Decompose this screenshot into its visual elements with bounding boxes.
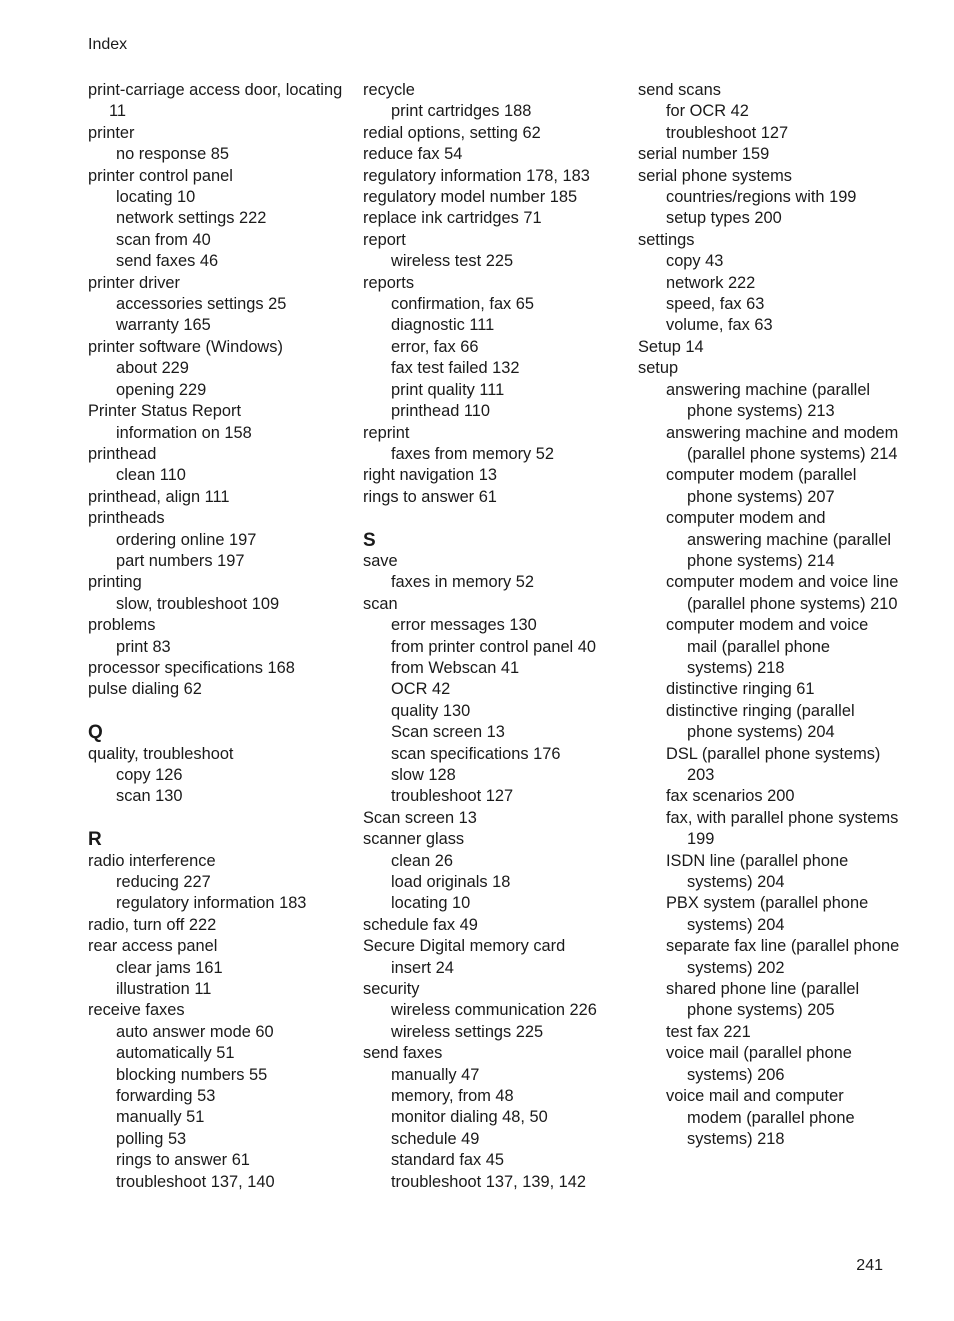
index-entry: reprint	[363, 423, 410, 442]
index-entry: scan	[363, 594, 398, 613]
index-entry: recycle	[363, 81, 415, 99]
index-subentry: distinctive ringing (parallel phone systems) 204	[666, 701, 855, 742]
index-subentry: test fax 221	[666, 1022, 751, 1041]
index-entry: Secure Digital memory card	[363, 937, 566, 956]
index-column-1	[88, 80, 350, 1193]
index-subentry: network settings 222	[116, 209, 267, 228]
index-entry: receive faxes	[88, 1001, 185, 1020]
index-subentry: scan 130	[116, 787, 183, 806]
index-subentry: automatically 51	[116, 1044, 235, 1063]
index-entry: save	[363, 551, 398, 570]
index-entry: processor specifications 168	[88, 658, 295, 677]
index-subentry: wireless communication 226	[391, 1001, 597, 1020]
index-subentry: faxes in memory 52	[391, 573, 535, 592]
index-subentry: printhead 110	[391, 402, 491, 421]
index-subentry: computer modem (parallel phone systems) 207	[666, 466, 857, 506]
index-subentry: send faxes 46	[116, 252, 219, 271]
index-subentry: memory, from 48	[391, 1087, 514, 1106]
index-subentry: print 83	[116, 637, 171, 656]
index-subentry: manually 47	[391, 1065, 480, 1084]
index-subentry: quality 130	[391, 701, 471, 720]
index-subentry: ISDN line (parallel phone systems) 204	[666, 851, 849, 892]
index-subentry: separate fax line (parallel phone systems) 202	[666, 937, 900, 977]
index-entry: problems	[88, 616, 156, 635]
index-subentry: print quality 111	[391, 380, 505, 399]
index-entry: Printer Status Report	[88, 402, 242, 421]
index-subentry: forwarding 53	[116, 1087, 216, 1106]
index-entry: right navigation 13	[363, 466, 497, 485]
index-subentry: standard fax 45	[391, 1151, 504, 1170]
index-subentry: locating 10	[391, 894, 471, 913]
index-subentry: diagnostic 111	[391, 316, 495, 335]
page-header: Index	[88, 36, 128, 53]
index-entry: serial phone systems	[638, 166, 792, 185]
index-entry: radio interference	[88, 851, 216, 870]
index-subentry: part numbers 197	[116, 551, 245, 570]
index-entry: Setup 14	[638, 337, 704, 356]
index-subentry: speed, fax 63	[666, 295, 765, 314]
index-entry: serial number 159	[638, 145, 770, 164]
index-entry: reports	[363, 273, 415, 292]
index-subentry: slow, troubleshoot 109	[116, 594, 280, 613]
index-entry: scanner glass	[363, 830, 465, 849]
index-subentry: setup types 200	[666, 209, 782, 228]
index-entry: send faxes	[363, 1044, 443, 1063]
index-subentry: reducing 227	[116, 873, 211, 891]
index-subentry: troubleshoot 137, 139, 142	[391, 1172, 587, 1191]
index-subentry: slow 128	[391, 765, 456, 784]
index-subentry: shared phone line (parallel phone systems) 205	[666, 980, 860, 1020]
section-letter: R	[88, 829, 102, 851]
section-letter: S	[363, 529, 376, 551]
index-entry: regulatory information 178, 183	[363, 166, 590, 185]
index-subentry: distinctive ringing 61	[666, 680, 815, 699]
index-entry: pulse dialing 62	[88, 680, 202, 699]
index-subentry: troubleshoot 127	[391, 787, 514, 806]
index-subentry: warranty 165	[116, 316, 211, 335]
index-subentry: fax test failed 132	[391, 359, 520, 378]
index-column-2	[363, 80, 625, 1193]
index-subentry: fax, with parallel phone systems 199	[666, 808, 899, 849]
index-subentry: ordering online 197	[116, 530, 257, 549]
index-entry: send scans	[638, 81, 721, 99]
index-subentry: network 222	[666, 273, 756, 292]
index-subentry: clean 110	[116, 466, 186, 485]
index-entry: rear access panel	[88, 937, 218, 956]
index-subentry: computer modem and voice line (parallel phone systems) 210	[666, 573, 899, 613]
index-entry: Scan screen 13	[363, 808, 477, 827]
index-subentry: insert 24	[391, 958, 454, 977]
index-subentry: copy 43	[666, 252, 724, 271]
index-subentry: opening 229	[116, 380, 207, 399]
index-subentry: voice mail and computer modem (parallel phone systems) 218	[666, 1087, 855, 1148]
index-subentry: voice mail (parallel phone systems) 206	[666, 1044, 852, 1084]
index-subentry: error messages 130	[391, 616, 537, 635]
index-subentry: clear jams 161	[116, 958, 223, 977]
index-subentry: fax scenarios 200	[666, 787, 795, 806]
index-subentry: about 229	[116, 359, 189, 378]
section-letter: Q	[88, 722, 103, 744]
index-subentry: clean 26	[391, 851, 453, 870]
index-subentry: locating 10	[116, 188, 196, 207]
index-entry: quality, troubleshoot	[88, 744, 234, 763]
index-entry: printer control panel	[88, 166, 233, 185]
index-subentry: manually 51	[116, 1108, 205, 1127]
index-subentry: faxes from memory 52	[391, 444, 555, 463]
index-subentry: confirmation, fax 65	[391, 295, 535, 314]
index-entry: printhead, align 111	[88, 487, 230, 506]
index-entry: security	[363, 980, 420, 999]
index-entry: printer software (Windows)	[88, 337, 283, 356]
index-subentry: schedule 49	[391, 1129, 480, 1148]
index-subentry: countries/regions with 199	[666, 188, 857, 207]
index-subentry: scan specifications 176	[391, 744, 561, 763]
index-subentry: information on 158	[116, 423, 252, 442]
index-subentry: volume, fax 63	[666, 316, 773, 335]
index-subentry: PBX system (parallel phone systems) 204	[666, 894, 869, 934]
index-entry: replace ink cartridges 71	[363, 209, 542, 228]
index-subentry: monitor dialing 48, 50	[391, 1108, 548, 1127]
index-entry: printhead	[88, 444, 157, 463]
index-subentry: accessories settings 25	[116, 295, 287, 314]
index-subentry: Scan screen 13	[391, 723, 505, 742]
index-subentry: illustration 11	[116, 980, 212, 999]
index-entry: print-carriage access door, locating 11	[88, 81, 343, 121]
page-number: 241	[856, 1257, 883, 1274]
index-subentry: print cartridges 188	[391, 102, 532, 121]
index-entry: printer driver	[88, 273, 180, 292]
index-subentry: wireless test 225	[391, 252, 514, 271]
index-subentry: troubleshoot 137, 140	[116, 1172, 275, 1191]
index-subentry: DSL (parallel phone systems) 203	[666, 744, 881, 784]
index-subentry: blocking numbers 55	[116, 1065, 268, 1084]
index-subentry: for OCR 42	[666, 102, 749, 121]
index-subentry: copy 126	[116, 765, 183, 784]
index-entry: report	[363, 230, 406, 249]
index-entry: setup	[638, 359, 679, 378]
index-subentry: error, fax 66	[391, 337, 479, 356]
index-entry: reduce fax 54	[363, 145, 463, 164]
index-subentry: troubleshoot 127	[666, 123, 789, 142]
index-subentry: wireless settings 225	[391, 1022, 544, 1041]
index-entry: redial options, setting 62	[363, 123, 541, 142]
index-subentry: answering machine (parallel phone systems) 213	[666, 380, 871, 421]
index-subentry: scan from 40	[116, 230, 211, 249]
index-subentry: polling 53	[116, 1129, 187, 1148]
index-subentry: rings to answer 61	[116, 1151, 250, 1170]
index-entry: printing	[88, 573, 142, 592]
index-subentry: answering machine and modem (parallel phone systems) 214	[666, 423, 899, 463]
index-entry: printer	[88, 123, 135, 142]
index-subentry: from Webscan 41	[391, 658, 520, 677]
index-subentry: auto answer mode 60	[116, 1022, 274, 1041]
index-subentry: computer modem and voice mail (parallel phone systems) 218	[666, 616, 869, 677]
index-entry: radio, turn off 222	[88, 915, 217, 934]
index-subentry: no response 85	[116, 145, 229, 164]
index-subentry: from printer control panel 40	[391, 637, 596, 656]
index-subentry: computer modem and answering machine (parallel phone systems) 214	[666, 509, 892, 570]
index-entry: settings	[638, 230, 695, 249]
index-entry: rings to answer 61	[363, 487, 497, 506]
index-entry: regulatory model number 185	[363, 188, 578, 207]
index-subentry: load originals 18	[391, 873, 511, 892]
index-column-3	[638, 80, 900, 1150]
index-entry: schedule fax 49	[363, 915, 478, 934]
index-subentry: OCR 42	[391, 680, 451, 699]
index-subentry: regulatory information 183	[116, 894, 307, 913]
index-entry: printheads	[88, 509, 165, 528]
